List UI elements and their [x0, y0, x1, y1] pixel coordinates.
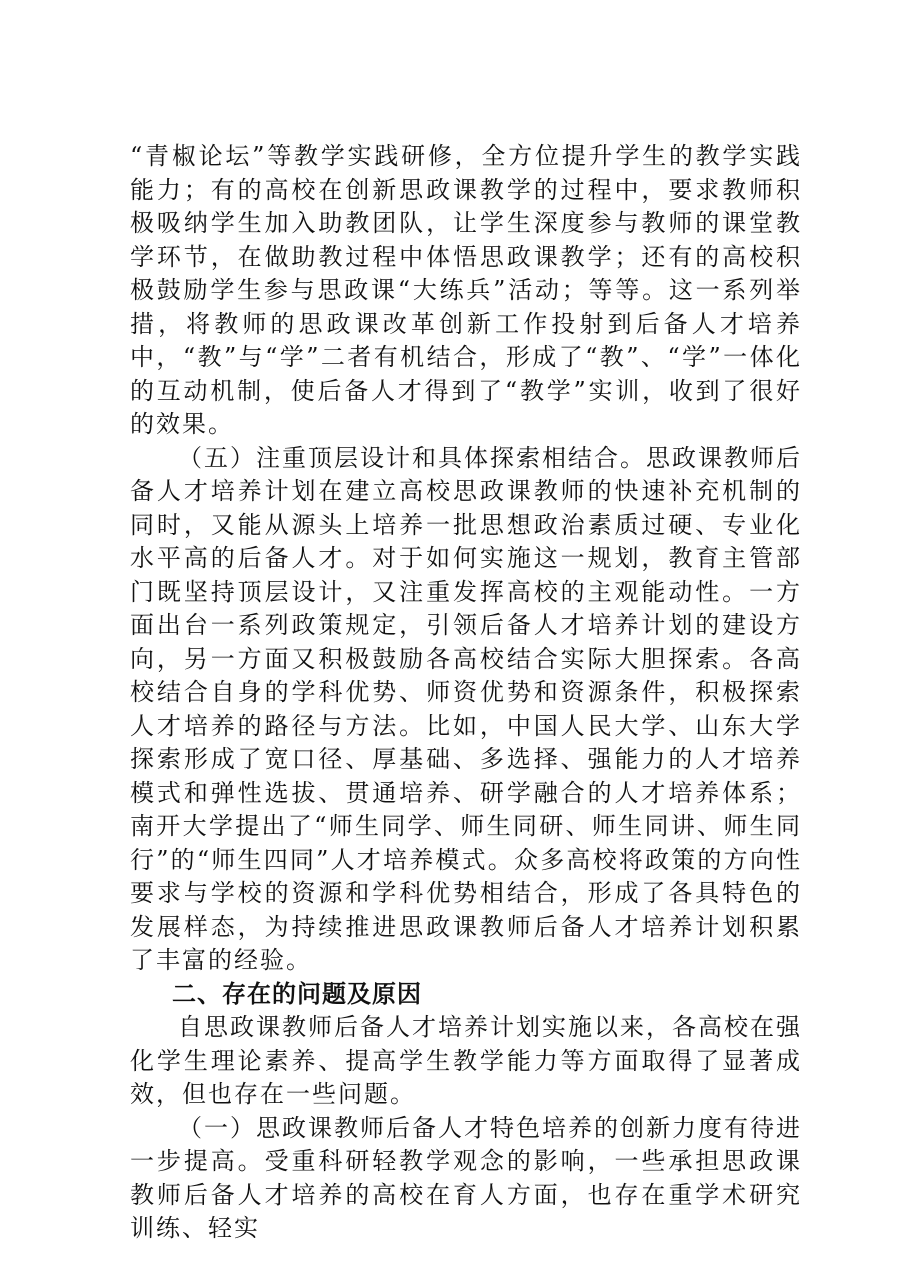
paragraph-top-level-design: （五）注重顶层设计和具体探索相结合。思政课教师后备人才培养计划在建立高校思政课教师的快速补充机制的同时，又能从源头上培养一批思想政治素质过硬、专业化水平高的后备人才。对于如何实施这一规划，教育主管部门既坚持顶层设计，又注重发挥高校的主观能动性。一方面出台一系列政策规定，引领后备人才培养计划的建设方向，另一方面又积极鼓励各高校结合实际大胆探索。各高校结合自身的学科优势、师资优势和资源条件，积极探索人才培养的路径与方法。比如，中国人民大学、山东大学探索形成了宽口径、厚基础、多选择、强能力的人才培养模式和弹性选拔、贯通培养、研学融合的人才培养体系；南开大学提出了“师生同学、师生同研、师生同讲、师生同行”的“师生四同”人才培养模式。众多高校将政策的方向性要求与学校的资源和学科优势相结合，形成了各具特色的发展样态，为持续推进思政课教师后备人才培养计划积累了丰富的经验。: [130, 443, 802, 974]
document-page: [130, 140, 802, 1246]
paragraph-teaching-practice: “青椒论坛”等教学实践研修，全方位提升学生的教学实践能力；有的高校在创新思政课教学的过程中，要求教师积极吸纳学生加入助教团队，让学生深度参与教师的课堂教学环节，在做助教过程中体悟思政课教学；还有的高校积极鼓励学生参与思政课“大练兵”活动；等等。这一系列举措，将教师的思政课改革创新工作投射到后备人才培养中，“教”与“学”二者有机结合，形成了“教”、“学”一体化的互动机制，使后备人才得到了“教学”实训，收到了很好的效果。: [130, 142, 802, 438]
paragraph-problems-intro: 自思政课教师后备人才培养计划实施以来，各高校在强化学生理论素养、提高学生教学能力等方面取得了显著成效，但也存在一些问题。: [130, 1013, 802, 1108]
paragraph-innovation-issue: （一）思政课教师后备人才特色培养的创新力度有待进一步提高。受重科研轻教学观念的影响，一些承担思政课教师后备人才培养的高校在育人方面，也存在重学术研究训练、轻实: [130, 1113, 802, 1242]
section-heading: 二、存在的问题及原因: [172, 979, 422, 1008]
